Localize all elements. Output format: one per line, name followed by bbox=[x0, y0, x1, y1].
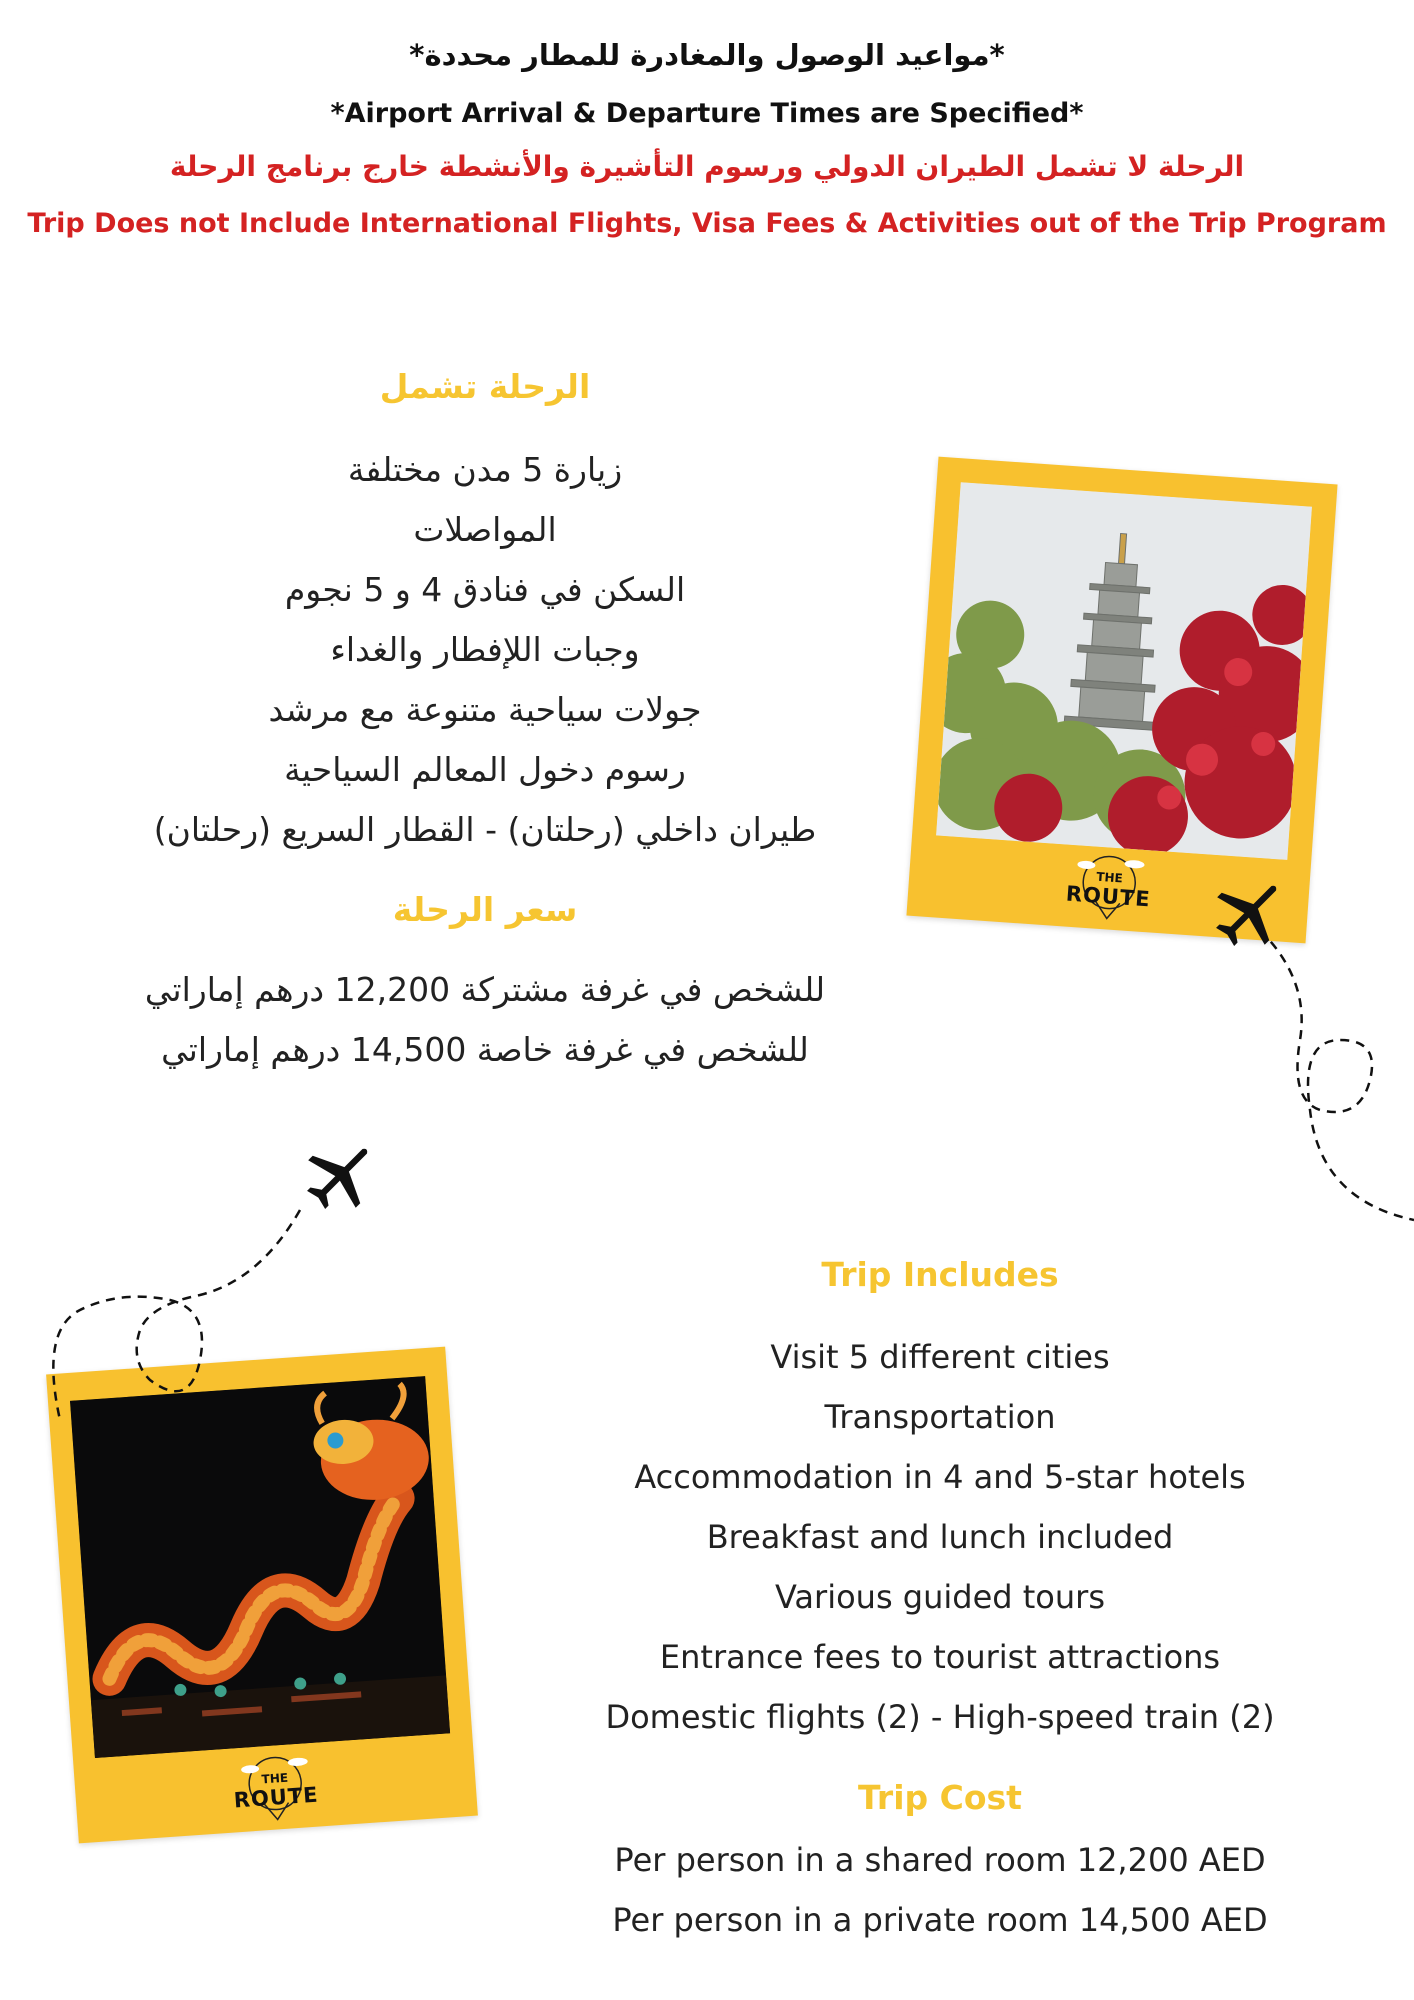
includes-title-en: Trip Includes bbox=[821, 1255, 1059, 1294]
list-item: زيارة 5 مدن مختلفة bbox=[347, 450, 623, 489]
arrival-departure-note-en: *Airport Arrival & Departure Times are Specified* bbox=[330, 98, 1084, 129]
list-item: رسوم دخول المعالم السياحية bbox=[284, 750, 686, 789]
list-item: Transportation bbox=[824, 1398, 1056, 1436]
list-item: Per person in a private room 14,500 AED bbox=[612, 1901, 1268, 1939]
list-item: Accommodation in 4 and 5-star hotels bbox=[634, 1458, 1246, 1496]
list-item: Visit 5 different cities bbox=[770, 1338, 1110, 1376]
exclusions-note-ar: الرحلة لا تشمل الطيران الدولي ورسوم التأشيرة والأنشطة خارج برنامج الرحلة bbox=[169, 150, 1245, 183]
airplane-icon bbox=[296, 1135, 386, 1215]
list-item: السكن في فنادق 4 و 5 نجوم bbox=[284, 570, 686, 609]
includes-title-ar: الرحلة تشمل bbox=[379, 367, 591, 406]
list-item: وجبات اللإفطار والغداء bbox=[330, 630, 640, 669]
list-item: للشخص في غرفة مشتركة 12,200 درهم إماراتي bbox=[144, 970, 826, 1009]
logo-route-text: ROUTE bbox=[1065, 881, 1152, 912]
exclusions-note-en: Trip Does not Include International Flights, Visa Fees & Activities out of the Trip Program bbox=[27, 208, 1387, 239]
cost-title-ar: سعر الرحلة bbox=[392, 890, 578, 929]
list-item: Per person in a shared room 12,200 AED bbox=[614, 1841, 1266, 1879]
list-item: Breakfast and lunch included bbox=[706, 1518, 1174, 1556]
logo-route-text: ROUTE bbox=[233, 1782, 320, 1813]
arrival-departure-note-ar: *مواعيد الوصول والمغادرة للمطار محددة* bbox=[409, 38, 1005, 72]
list-item: Entrance fees to tourist attractions bbox=[659, 1638, 1221, 1676]
list-item: المواصلات bbox=[413, 510, 557, 549]
list-item: جولات سياحية متنوعة مع مرشد bbox=[268, 690, 702, 729]
logo-the-text: THE bbox=[261, 1770, 289, 1787]
cost-title-en: Trip Cost bbox=[858, 1778, 1022, 1817]
list-item: Various guided tours bbox=[775, 1578, 1105, 1616]
logo-the-text: THE bbox=[1095, 869, 1124, 886]
list-item: للشخص في غرفة خاصة 14,500 درهم إماراتي bbox=[161, 1030, 809, 1069]
list-item: طيران داخلي (رحلتان) - القطار السريع (رحلتان) bbox=[153, 810, 817, 849]
airplane-icon bbox=[1205, 872, 1295, 952]
list-item: Domestic flights (2) - High-speed train (2) bbox=[605, 1698, 1275, 1736]
